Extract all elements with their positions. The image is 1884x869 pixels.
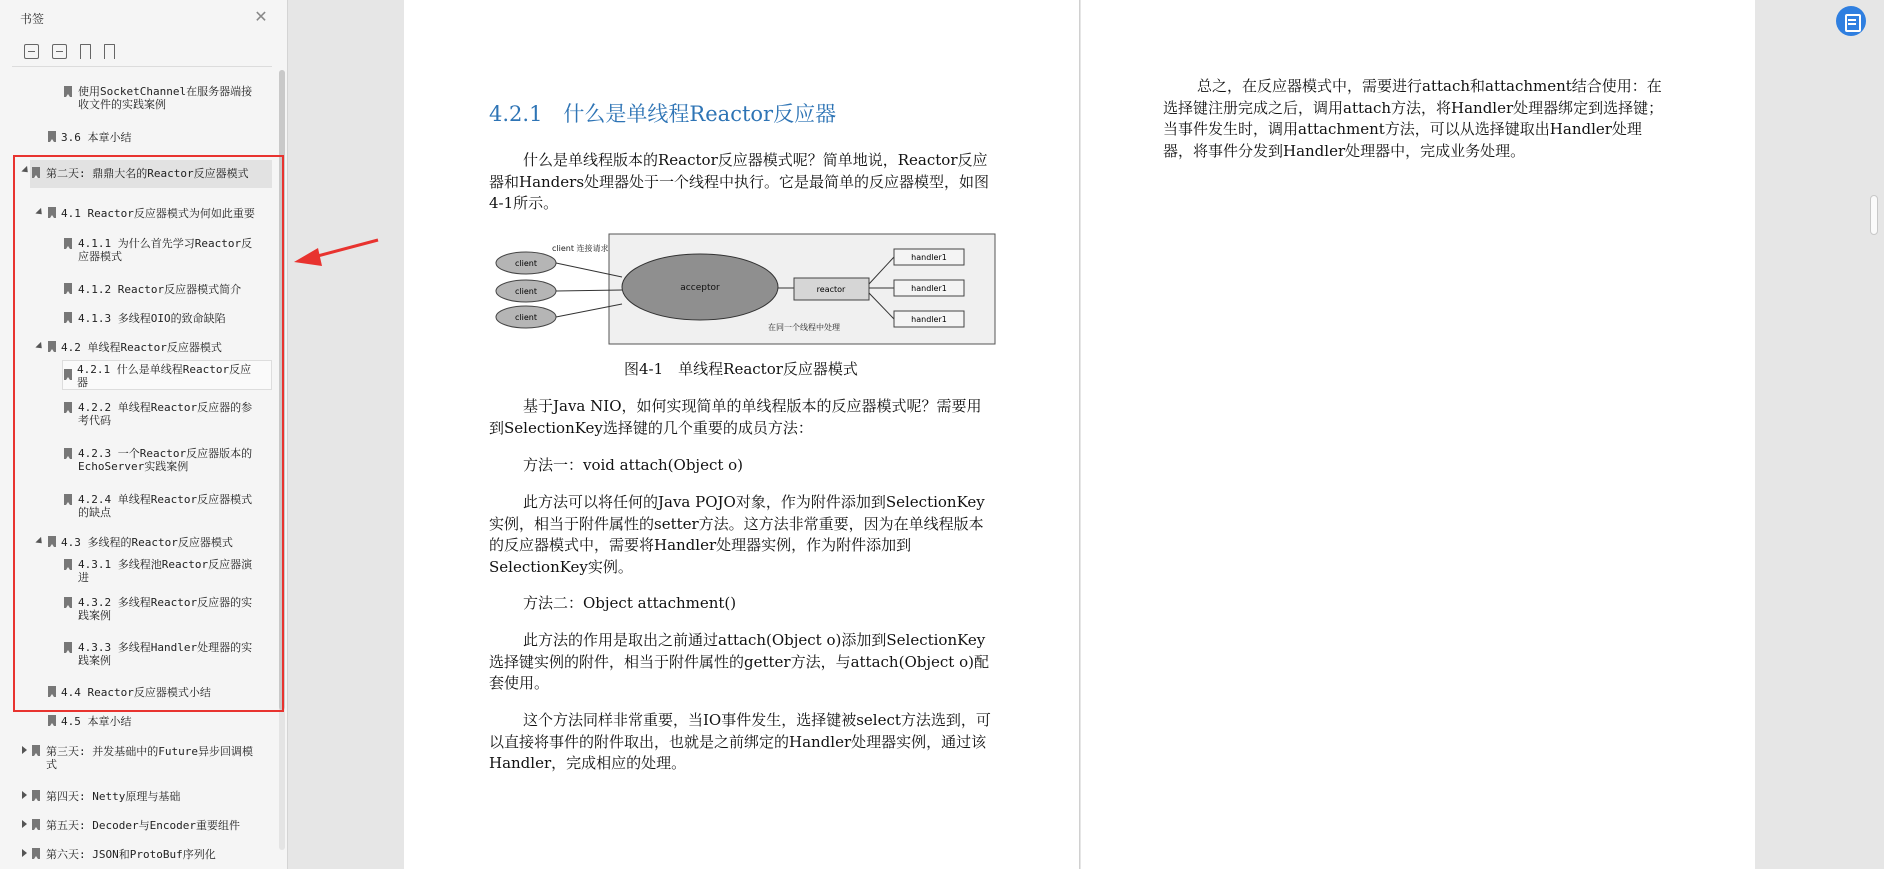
section-heading: 4.2.1 什么是单线程Reactor反应器 bbox=[489, 102, 837, 126]
bookmark-icon bbox=[48, 686, 56, 697]
sidebar-header bbox=[0, 0, 287, 34]
bookmark-label: 4.4 Reactor反应器模式小结 bbox=[61, 686, 211, 699]
paragraph: 方法二：Object attachment() bbox=[523, 594, 737, 612]
bookmark-label: 3.6 本章小结 bbox=[61, 131, 132, 144]
sidebar-scrollbar[interactable] bbox=[279, 70, 285, 850]
bookmark-item[interactable] bbox=[0, 640, 276, 668]
reactor-label: reactor bbox=[816, 285, 846, 294]
bookmark-icon bbox=[64, 283, 72, 294]
bookmark-icon bbox=[64, 86, 72, 97]
acceptor-label: acceptor bbox=[680, 283, 720, 293]
bookmark-item-chapter-3[interactable] bbox=[0, 744, 276, 772]
bookmark-icon bbox=[64, 448, 72, 459]
request-label: client 连接请求 bbox=[552, 244, 609, 253]
expand-arrow-icon[interactable] bbox=[21, 166, 30, 175]
bookmark-tree bbox=[0, 70, 276, 869]
bookmark-item-chapter-4[interactable] bbox=[0, 789, 276, 805]
acceptor-node bbox=[622, 254, 778, 320]
bookmark-icon bbox=[32, 167, 40, 178]
bookmark-item[interactable] bbox=[0, 685, 276, 701]
bookmark-item[interactable] bbox=[0, 236, 276, 264]
bookmark-item[interactable] bbox=[0, 84, 276, 112]
bookmark-label: 第四天: Netty原理与基础 bbox=[46, 790, 181, 803]
paragraph: 基于Java NIO，如何实现简单的单线程版本的反应器模式呢？需要用到SelectionKey选择键的几个重要的成员方法： bbox=[489, 397, 982, 437]
bookmark-icon bbox=[64, 559, 72, 570]
bookmark-item-current[interactable] bbox=[62, 360, 272, 390]
expand-all-icon[interactable] bbox=[24, 44, 39, 59]
bookmark-label: 4.2.1 什么是单线程Reactor反应器 bbox=[77, 363, 252, 389]
bookmark-icon bbox=[32, 790, 40, 801]
bookmark-label: 使用SocketChannel在服务器端接收文件的实践案例 bbox=[78, 85, 253, 111]
bookmark-icon bbox=[64, 402, 72, 413]
paragraph: 总之，在反应器模式中，需要进行attach和attachment结合使用：在选择键注册完成之后，调用attach方法，将Handler处理器绑定到选择键；当事件发生时，调用attachment方法，可以从选择键取出Handler处理器，将事件分发到Handler处理器中，完成业务处理。 bbox=[1163, 77, 1664, 160]
collapse-all-icon[interactable] bbox=[52, 44, 67, 59]
bookmark-icon bbox=[32, 848, 40, 859]
bookmark-icon bbox=[48, 207, 56, 218]
handler-label: handler1 bbox=[911, 315, 947, 324]
bookmark-label: 4.2.3 一个Reactor反应器版本的EchoServer实践案例 bbox=[78, 447, 253, 473]
bookmark-item[interactable] bbox=[0, 557, 276, 585]
handler-label: handler1 bbox=[911, 253, 947, 262]
thread-note: 在同一个线程中处理 bbox=[768, 323, 840, 332]
add-bookmark-icon[interactable] bbox=[80, 44, 91, 59]
bookmark-icon bbox=[48, 341, 56, 352]
bookmark-icon bbox=[64, 597, 72, 608]
bookmark-label: 4.3.3 多线程Handler处理器的实践案例 bbox=[78, 641, 253, 667]
bookmark-item-chapter-6[interactable] bbox=[0, 847, 276, 863]
bookmark-icon bbox=[32, 745, 40, 756]
client-node bbox=[496, 252, 556, 274]
paragraph: 此方法可以将任何的Java POJO对象，作为附件添加到SelectionKey实例，相当于附件属性的setter方法。这方法非常重要，因为在单线程版本的反应器模式中，需要将Handler处理器实例，作为附件添加到SelectionKey实例。 bbox=[489, 493, 985, 576]
translate-button[interactable] bbox=[1836, 6, 1866, 36]
collapse-arrow-icon[interactable] bbox=[22, 820, 27, 828]
bookmark-label: 4.2 单线程Reactor反应器模式 bbox=[61, 341, 222, 354]
bookmark-icon bbox=[48, 131, 56, 142]
paragraph: 方法一：void attach(Object o) bbox=[523, 456, 744, 474]
collapse-arrow-icon[interactable] bbox=[22, 849, 27, 857]
bookmark-item[interactable] bbox=[0, 282, 276, 298]
bookmark-item-chapter-5[interactable] bbox=[0, 818, 276, 834]
bookmark-icon bbox=[64, 369, 72, 380]
bookmark-label: 第三天: 并发基础中的Future异步回调模式 bbox=[46, 745, 253, 771]
bookmark-sidebar bbox=[0, 0, 288, 869]
reactor-node bbox=[794, 278, 869, 300]
document-scrollbar-thumb[interactable] bbox=[1870, 195, 1878, 235]
bookmark-label: 4.3.2 多线程Reactor反应器的实践案例 bbox=[78, 596, 253, 622]
close-icon[interactable]: ✕ bbox=[254, 7, 268, 26]
bookmark-item[interactable] bbox=[0, 492, 276, 520]
handler-node bbox=[894, 311, 964, 327]
client-node bbox=[496, 280, 556, 302]
bookmark-label: 4.1 Reactor反应器模式为何如此重要 bbox=[61, 207, 255, 220]
sidebar-toolbar bbox=[24, 44, 115, 62]
handler-node bbox=[894, 280, 964, 296]
bookmark-icon bbox=[48, 536, 56, 547]
bookmark-item[interactable] bbox=[0, 595, 276, 623]
annotation-arrow-left bbox=[294, 240, 378, 266]
paragraph: 这个方法同样非常重要，当IO事件发生，选择键被select方法选到，可以直接将事件的附件取出，也就是之前绑定的Handler处理器实例，通过该Handler，完成相应的处理。 bbox=[489, 711, 991, 772]
bookmark-icon bbox=[64, 494, 72, 505]
collapse-arrow-icon[interactable] bbox=[22, 746, 27, 754]
bookmark-item[interactable] bbox=[0, 400, 276, 428]
client-node bbox=[496, 306, 556, 328]
bookmark-label: 4.3 多线程的Reactor反应器模式 bbox=[61, 536, 233, 549]
bookmark-icon bbox=[32, 819, 40, 830]
divider bbox=[12, 66, 272, 67]
scrollbar-thumb[interactable] bbox=[279, 70, 285, 710]
bookmark-icon bbox=[64, 642, 72, 653]
handler-node bbox=[894, 249, 964, 265]
bookmark-item[interactable] bbox=[0, 446, 276, 474]
bookmark-icon bbox=[48, 715, 56, 726]
expand-arrow-icon[interactable] bbox=[35, 342, 44, 351]
bookmark-label: 4.1.3 多线程OIO的致命缺陷 bbox=[78, 312, 226, 325]
bookmark-label: 4.2.2 单线程Reactor反应器的参考代码 bbox=[78, 401, 253, 427]
client-label: client bbox=[515, 287, 537, 296]
expand-arrow-icon[interactable] bbox=[35, 208, 44, 217]
bookmark-label: 第五天: Decoder与Encoder重要组件 bbox=[46, 819, 240, 832]
bookmark-label: 第二天: 鼎鼎大名的Reactor反应器模式 bbox=[46, 167, 249, 180]
client-label: client bbox=[515, 259, 537, 268]
figure-caption: 图4-1 单线程Reactor反应器模式 bbox=[624, 360, 858, 378]
bookmark-item-chapter-2[interactable] bbox=[30, 160, 272, 188]
bookmark-item[interactable] bbox=[0, 130, 276, 146]
bookmark-item[interactable] bbox=[0, 311, 276, 327]
bookmark-label: 4.2.4 单线程Reactor反应器模式的缺点 bbox=[78, 493, 253, 519]
bookmark-label: 第六天: JSON和ProtoBuf序列化 bbox=[46, 848, 216, 861]
bookmark-icon bbox=[64, 312, 72, 323]
paragraph: 此方法的作用是取出之前通过attach(Object o)添加到SelectionKey选择键实例的附件，相当于附件属性的getter方法，与attach(Object o)配套使用。 bbox=[489, 631, 989, 692]
sidebar-title: 书签 bbox=[20, 12, 45, 26]
reactor-diagram bbox=[494, 232, 997, 346]
collapse-arrow-icon[interactable] bbox=[22, 791, 27, 799]
bookmark-label: 4.3.1 多线程池Reactor反应器演进 bbox=[78, 558, 253, 584]
bookmark-item[interactable] bbox=[0, 535, 276, 551]
client-label: client bbox=[515, 313, 537, 322]
bookmark-icon bbox=[64, 238, 72, 249]
bookmark-item[interactable] bbox=[0, 340, 276, 356]
bookmark-label: 4.1.1 为什么首先学习Reactor反应器模式 bbox=[78, 237, 253, 263]
bookmark-item[interactable] bbox=[0, 714, 276, 730]
bookmark-icon[interactable] bbox=[104, 44, 115, 59]
bookmark-label: 4.1.2 Reactor反应器模式简介 bbox=[78, 283, 242, 296]
bookmark-item[interactable] bbox=[0, 206, 276, 222]
expand-arrow-icon[interactable] bbox=[35, 537, 44, 546]
bookmark-label: 4.5 本章小结 bbox=[61, 715, 132, 728]
paragraph: 什么是单线程版本的Reactor反应器模式呢？简单地说，Reactor反应器和Handers处理器处于一个线程中执行。它是最简单的反应器模型，如图4-1所示。 bbox=[489, 151, 990, 212]
handler-label: handler1 bbox=[911, 284, 947, 293]
